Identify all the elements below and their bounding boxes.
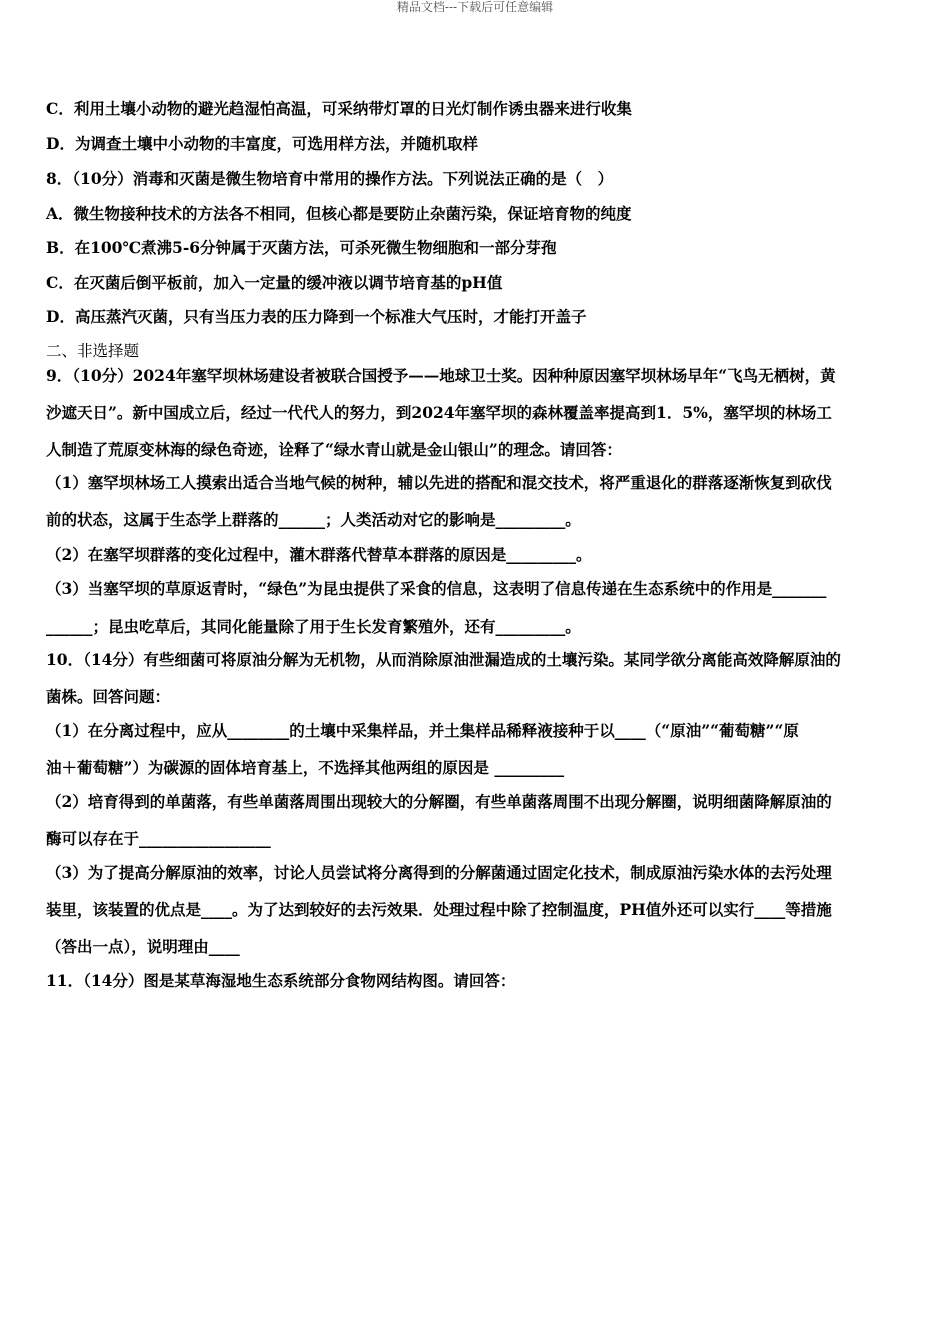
option-d-q7: D．为调查土壤中小动物的丰富度，可选用样方法，并随机取样 [46,134,478,153]
question-10-part-3-line-3: （答出一点），说明理由____ [46,937,240,956]
question-10-part-2-line-2: 酶可以存在于_________________ [46,829,271,848]
option-c-q8: C．在灭菌后倒平板前，加入一定量的缓冲液以调节培育基的pH值 [46,273,503,292]
option-c-q7: C．利用土壤小动物的避光趋湿怕高温，可采纳带灯罩的日光灯制作诱虫器来进行收集 [46,99,632,118]
question-10-part-2-line-1: （2）培育得到的单菌落，有些单菌落周围出现较大的分解圈，有些单菌落周围不出现分解圈，说明细菌降解原油的 [46,792,832,811]
question-9-part-2: （2）在塞罕坝群落的变化过程中，灌木群落代替草本群落的原因是_________。 [46,545,592,564]
question-9-part-3-line-2: ______；昆虫吃草后，其同化能量除了用于生长发育繁殖外，还有_________。 [46,617,581,636]
question-8: 8．（10分）消毒和灭菌是微生物培育中常用的操作方法。下列说法正确的是（ ） [46,169,614,188]
page-header: 精品文档---下载后可任意编辑 [396,0,554,14]
question-9-part-3-line-1: （3）当塞罕坝的草原返青时，“绿色”为昆虫提供了采食的信息，这表明了信息传递在生态系统中的作用是_______ [46,579,827,598]
question-9-line-1: 9．（10分）2024年塞罕坝林场建设者被联合国授予——地球卫士奖。因种种原因塞罕坝林场早年“飞鸟无栖树，黄 [46,366,836,385]
section-heading: 二、非选择题 [46,342,140,360]
question-9-line-3: 人制造了荒原变林海的绿色奇迹，诠释了“绿水青山就是金山银山”的理念。请回答： [46,440,622,459]
question-10-line-2: 菌株。回答问题： [46,687,171,706]
question-11: 11．（14分）图是某草海湿地生态系统部分食物网结构图。请回答： [46,971,516,990]
question-10-line-1: 10．（14分）有些细菌可将原油分解为无机物，从而消除原油泄漏造成的土壤污染。某同学欲分离能高效降解原油的 [46,650,841,669]
option-b-q8: B．在100℃煮沸5-6分钟属于灭菌方法，可杀死微生物细胞和一部分芽孢 [46,238,557,257]
question-10-part-1-line-2: 油＋葡萄糖”）为碳源的固体培育基上，不选择其他两组的原因是 _________ [46,758,565,777]
question-9-line-2: 沙遮天日”。新中国成立后，经过一代代人的努力，到2024年塞罕坝的森林覆盖率提高到1．5%，塞罕坝的林场工 [46,403,832,422]
question-10-part-3-line-2: 装里，该装置的优点是____。为了达到较好的去污效果．处理过程中除了控制温度，PH值外还可以实行____等措施 [46,900,832,919]
question-10-part-1-line-1: （1）在分离过程中，应从________的土壤中采集样品，并土集样品稀释液接种于以____（“原油”“葡萄糖”“原 [46,721,799,740]
question-9-part-1-line-1: （1）塞罕坝林场工人摸索出适合当地气候的树种，辅以先进的搭配和混交技术，将严重退化的群落逐渐恢复到砍伐 [46,473,832,492]
question-9-part-1-line-2: 前的状态，这属于生态学上群落的______；人类活动对它的影响是_________。 [46,510,581,529]
question-10-part-3-line-1: （3）为了提高分解原油的效率，讨论人员尝试将分离得到的分解菌通过固定化技术，制成原油污染水体的去污处理 [46,863,832,882]
option-d-q8: D．高压蒸汽灭菌，只有当压力表的压力降到一个标准大气压时，才能打开盖子 [46,307,587,326]
option-a-q8: A．微生物接种技术的方法各不相同，但核心都是要防止杂菌污染，保证培育物的纯度 [46,204,632,223]
